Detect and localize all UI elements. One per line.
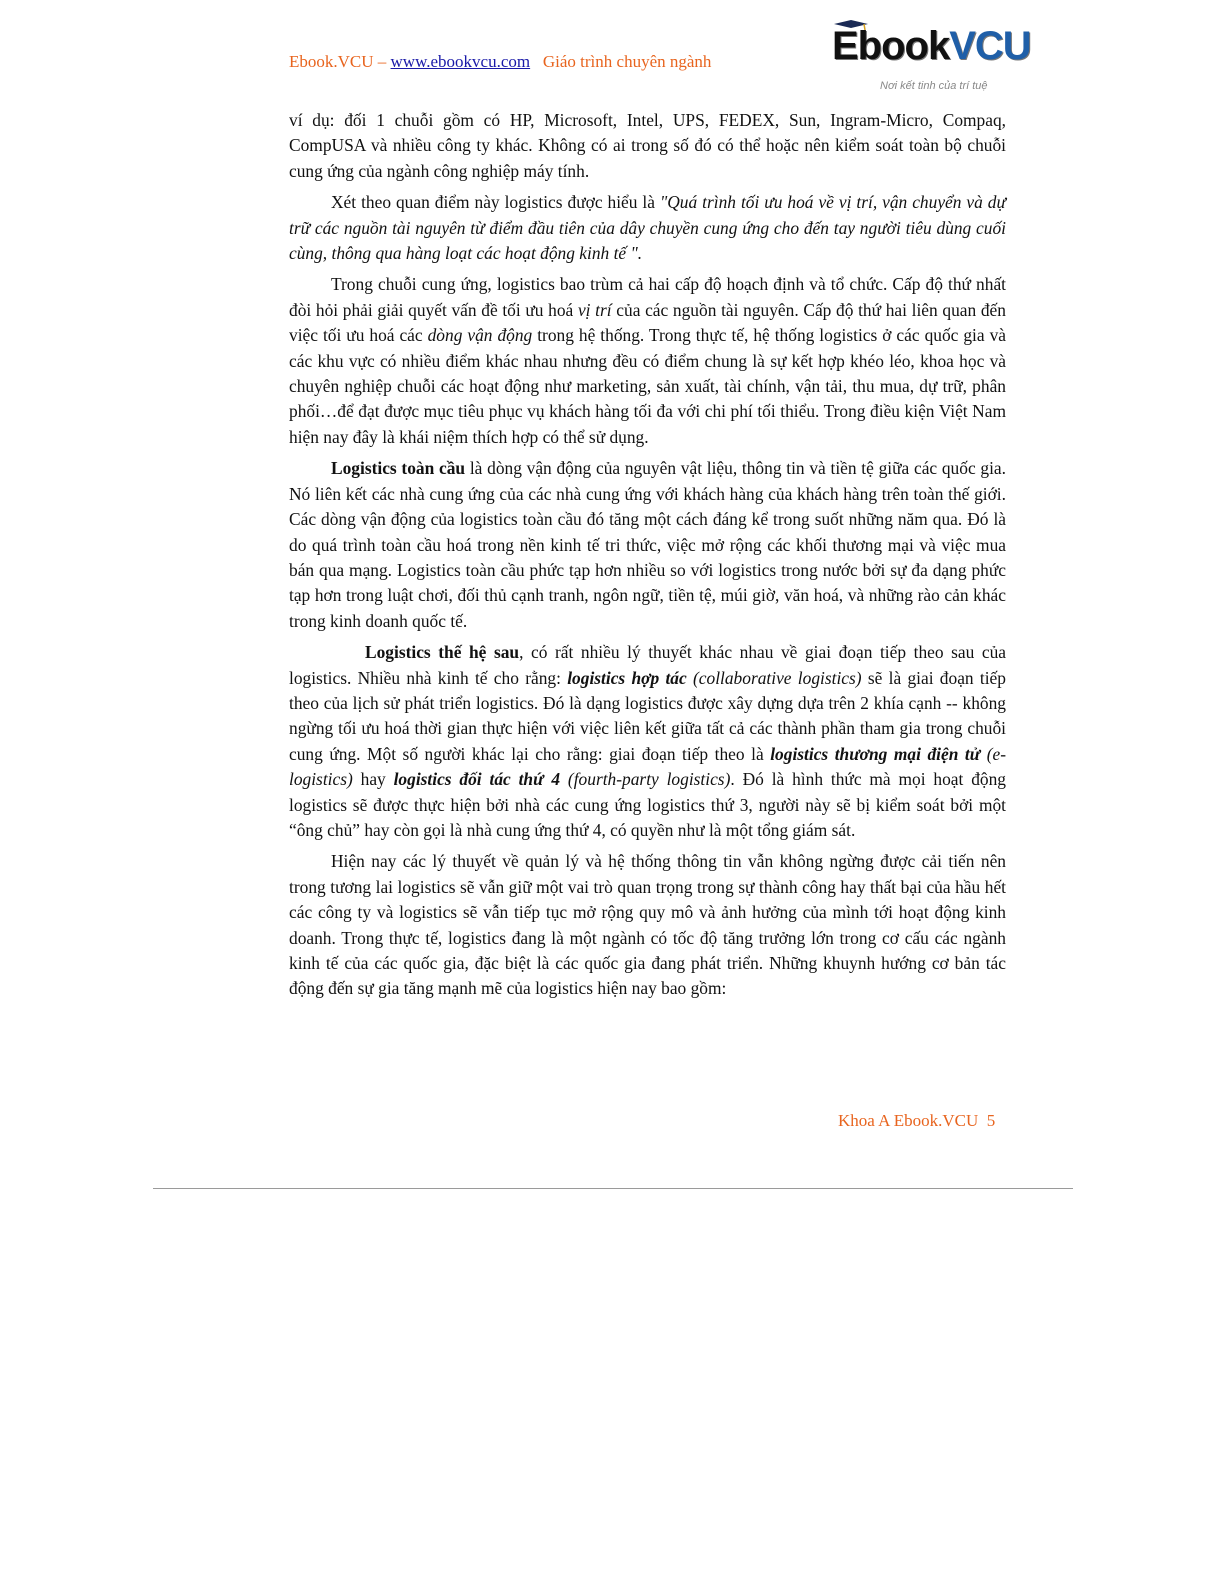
ebookvcu-logo (830, 16, 1035, 106)
logo-wordmark-accent: VCU (949, 24, 1031, 68)
site-name: Ebook.VCU (289, 52, 374, 71)
paragraph-1: ví dụ: đối 1 chuỗi gồm có HP, Microsoft, Intel, UPS, FEDEX, Sun, Ingram-Micro, Compaq, CompUSA và nhiều công ty khác. Không có ai trong số đó có thể hoặc nên kiểm soát toàn bộ chuỗi cung ứng của ngành công nghiệp máy tính. (289, 110, 1006, 181)
logo-wordmark (832, 24, 1031, 69)
logo-slogan: Nơi kết tinh của trí tuệ (880, 80, 988, 92)
header-dash: – (373, 52, 391, 71)
logistics-definition-quote: "Quá trình tối ưu hoá về vị trí, vận chuyển và dự trữ các nguồn tài nguyên từ điểm đầu tiên của dây chuyền cung ứng cho đến tay người tiêu dùng cuối cùng, thông qua hàng loạt các hoạt động kinh tế ". (289, 192, 1006, 264)
site-url-link[interactable]: www.ebookvcu.com (390, 52, 531, 71)
term-next-gen-logistics: Logistics thế hệ sau (365, 642, 520, 663)
page-footer (838, 1111, 995, 1131)
page-number: 5 (986, 1111, 996, 1130)
term-global-logistics: Logistics toàn cầu (331, 458, 466, 479)
paragraph-3: Trong chuỗi cung ứng, logistics bao trùm cả hai cấp độ hoạch định và tổ chức. Cấp độ thứ nhất đòi hỏi phải giải quyết vấn đề tối ưu hoá vị trí của các nguồn tài nguyên. Cấp độ thứ hai liên quan đến việc tối ưu hoá các dòng vận động trong hệ thống. Trong thực tế, hệ thống logistics ở các quốc gia và các khu vực có nhiều điểm khác nhau nhưng đều có điểm chung là sự kết hợp khéo léo, khoa học và chuyên nghiệp chuỗi các hoạt động như marketing, sản xuất, tài chính, vận tải, thu mua, dự trữ, phân phối…để đạt được mục tiêu phục vụ khách hàng tối đa với chi phí tối thiểu. Trong điều kiện Việt Nam hiện nay đây là khái niệm thích hợp có thể sử dụng. (289, 274, 1006, 447)
page-divider (153, 1188, 1073, 1189)
paragraph-2: Xét theo quan điểm này logistics được hiểu là "Quá trình tối ưu hoá về vị trí, vận chuyển và dự trữ các nguồn tài nguyên từ điểm đầu tiên của dây chuyền cung ứng cho đến tay người tiêu dùng cuối cùng, thông qua hàng loạt các hoạt động kinh tế ". (289, 192, 1006, 264)
header-subtitle: Giáo trình chuyên ngành (542, 52, 712, 71)
paragraph-4: Logistics toàn cầu là dòng vận động của nguyên vật liệu, thông tin và tiền tệ giữa các quốc gia. Nó liên kết các nhà cung ứng của các nhà cung ứng với khách hàng của khách hàng trên toàn thế giới. Các dòng vận động của logistics toàn cầu đó tăng một cách đáng kể trong suốt những năm qua. Đó là do quá trình toàn cầu hoá trong nền kinh tế tri thức, việc mở rộng các khối thương mại và việc mua bán qua mạng. Logistics toàn cầu phức tạp hơn nhiều so với logistics trong nước bởi sự đa dạng phức tạp hơn trong luật chơi, đối thủ cạnh tranh, ngôn ngữ, tiền tệ, múi giờ, văn hoá, và những rào cản khác trong kinh doanh quốc tế. (289, 458, 1006, 631)
paragraph-6: Hiện nay các lý thuyết về quản lý và hệ thống thông tin vẫn không ngừng được cải tiến nên trong tương lai logistics sẽ vẫn giữ một vai trò quan trọng trong sự thành công hay thất bại của hầu hết các công ty và logistics sẽ vẫn tiếp tục mở rộng quy mô và ảnh hưởng của mình tới hoạt động kinh doanh. Trong thực tế, logistics đang là một ngành có tốc độ tăng trưởng lớn trong cơ cấu các ngành kinh tế của các quốc gia, đặc biệt là các quốc gia đang phát triển. Những khuynh hướng cơ bản tác động đến sự gia tăng mạnh mẽ của logistics hiện nay bao gồm: (289, 851, 1006, 999)
logo-wordmark-main: Ebook (832, 24, 950, 68)
page-header (289, 52, 711, 72)
document-body (289, 108, 1006, 1008)
paragraph-5: Logistics thế hệ sau, có rất nhiều lý thuyết khác nhau về giai đoạn tiếp theo sau của logistics. Nhiều nhà kinh tế cho rằng: logistics hợp tác (collaborative logistics) sẽ là giai đoạn tiếp theo của lịch sử phát triển logistics. Đó là dạng logistics được xây dựng dựa trên 2 khía cạnh -- không ngừng tối ưu hoá thời gian thực hiện với việc liên kết giữa tất cả các thành phần tham gia trong chuỗi cung ứng. Một số người khác lại cho rằng: giai đoạn tiếp theo là logistics thương mại điện tử (e- logistics) hay logistics đối tác thứ 4 (fourth-party logistics). Đó là hình thức mà mọi hoạt động logistics sẽ được thực hiện bởi nhà các cung ứng logistics thứ 3, người này sẽ bị kiểm soát bởi một “ông chủ” hay còn gọi là nhà cung ứng thứ 4, có quyền như là một tổng giám sát. (289, 642, 1007, 840)
footer-label: Khoa A Ebook.VCU (838, 1111, 979, 1130)
